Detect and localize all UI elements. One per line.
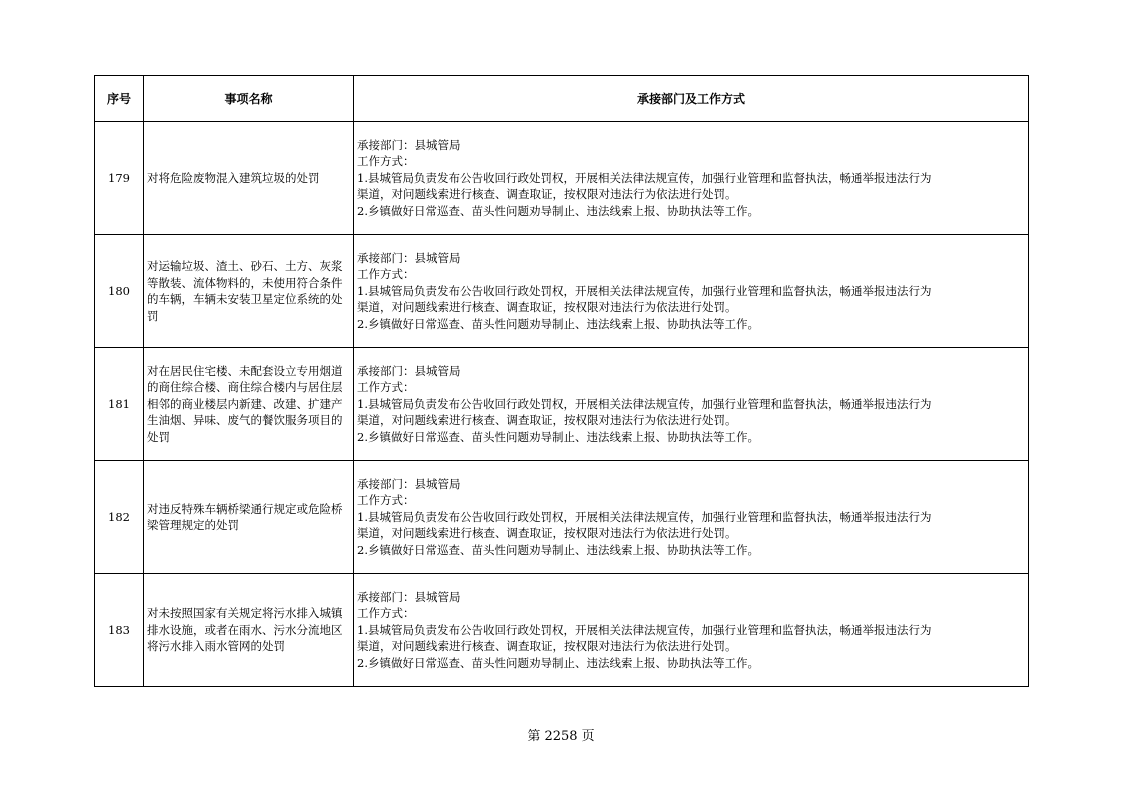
method-item-1b: 渠道，对问题线索进行核查、调查取证，按权限对违法行为依法进行处罚。 bbox=[357, 300, 737, 315]
matter-name: 对违反特殊车辆桥梁通行规定或危险桥梁管理规定的处罚 bbox=[144, 461, 354, 574]
table-row bbox=[95, 122, 1029, 235]
method-item-2: 2.乡镇做好日常巡查、苗头性问题劝导制止、违法线索上报、协助执法等工作。 bbox=[357, 542, 759, 557]
matter-name: 对未按照国家有关规定将污水排入城镇排水设施，或者在雨水、污水分流地区将污水排入雨水管网的处罚 bbox=[144, 574, 354, 687]
table-row bbox=[95, 235, 1029, 348]
dept-line: 承接部门：县城管局 bbox=[357, 589, 461, 604]
dept-line: 承接部门：县城管局 bbox=[357, 476, 461, 491]
header-name: 事项名称 bbox=[144, 76, 354, 122]
dept-method bbox=[354, 461, 1029, 574]
method-title: 工作方式： bbox=[357, 493, 415, 508]
method-item-1b: 渠道，对问题线索进行核查、调查取证，按权限对违法行为依法进行处罚。 bbox=[357, 187, 737, 202]
method-item-1a: 1.县城管局负责发布公告收回行政处罚权，开展相关法律法规宣传，加强行业管理和监督执法，畅通举报违法行为 bbox=[357, 283, 932, 298]
method-item-1a: 1.县城管局负责发布公告收回行政处罚权，开展相关法律法规宣传，加强行业管理和监督执法，畅通举报违法行为 bbox=[357, 170, 932, 185]
dept-line: 承接部门：县城管局 bbox=[357, 137, 461, 152]
row-number: 182 bbox=[95, 461, 144, 574]
matter-name: 对将危险废物混入建筑垃圾的处罚 bbox=[144, 122, 354, 235]
header-no: 序号 bbox=[95, 76, 144, 122]
dept-method bbox=[354, 235, 1029, 348]
method-title: 工作方式： bbox=[357, 267, 415, 282]
method-item-2: 2.乡镇做好日常巡查、苗头性问题劝导制止、违法线索上报、协助执法等工作。 bbox=[357, 203, 759, 218]
method-item-1b: 渠道，对问题线索进行核查、调查取证，按权限对违法行为依法进行处罚。 bbox=[357, 639, 737, 654]
method-item-2: 2.乡镇做好日常巡查、苗头性问题劝导制止、违法线索上报、协助执法等工作。 bbox=[357, 316, 759, 331]
table-row bbox=[95, 574, 1029, 687]
header-dept: 承接部门及工作方式 bbox=[354, 76, 1029, 122]
table-row bbox=[95, 348, 1029, 461]
row-number: 179 bbox=[95, 122, 144, 235]
matter-name: 对在居民住宅楼、未配套设立专用烟道的商住综合楼、商住综合楼内与居住层相邻的商业楼层内新建、改建、扩建产生油烟、异味、废气的餐饮服务项目的处罚 bbox=[144, 348, 354, 461]
dept-line: 承接部门：县城管局 bbox=[357, 250, 461, 265]
row-number: 181 bbox=[95, 348, 144, 461]
method-item-1b: 渠道，对问题线索进行核查、调查取证，按权限对违法行为依法进行处罚。 bbox=[357, 413, 737, 428]
method-item-1a: 1.县城管局负责发布公告收回行政处罚权，开展相关法律法规宣传，加强行业管理和监督执法，畅通举报违法行为 bbox=[357, 622, 932, 637]
method-title: 工作方式： bbox=[357, 606, 415, 621]
method-title: 工作方式： bbox=[357, 154, 415, 169]
matters-table bbox=[94, 75, 1029, 687]
matter-name: 对运输垃圾、渣土、砂石、土方、灰浆等散装、流体物料的，未使用符合条件的车辆，车辆未安装卫星定位系统的处罚 bbox=[144, 235, 354, 348]
dept-line: 承接部门：县城管局 bbox=[357, 363, 461, 378]
row-number: 180 bbox=[95, 235, 144, 348]
method-title: 工作方式： bbox=[357, 380, 415, 395]
dept-method bbox=[354, 122, 1029, 235]
page-number: 第 2258 页 bbox=[527, 729, 595, 744]
method-item-2: 2.乡镇做好日常巡查、苗头性问题劝导制止、违法线索上报、协助执法等工作。 bbox=[357, 429, 759, 444]
method-item-1b: 渠道，对问题线索进行核查、调查取证，按权限对违法行为依法进行处罚。 bbox=[357, 526, 737, 541]
method-item-1a: 1.县城管局负责发布公告收回行政处罚权，开展相关法律法规宣传，加强行业管理和监督执法，畅通举报违法行为 bbox=[357, 509, 932, 524]
table-header-row bbox=[95, 76, 1029, 122]
dept-method bbox=[354, 574, 1029, 687]
row-number: 183 bbox=[95, 574, 144, 687]
method-item-1a: 1.县城管局负责发布公告收回行政处罚权，开展相关法律法规宣传，加强行业管理和监督执法，畅通举报违法行为 bbox=[357, 396, 932, 411]
dept-method bbox=[354, 348, 1029, 461]
method-item-2: 2.乡镇做好日常巡查、苗头性问题劝导制止、违法线索上报、协助执法等工作。 bbox=[357, 655, 759, 670]
table-row bbox=[95, 461, 1029, 574]
